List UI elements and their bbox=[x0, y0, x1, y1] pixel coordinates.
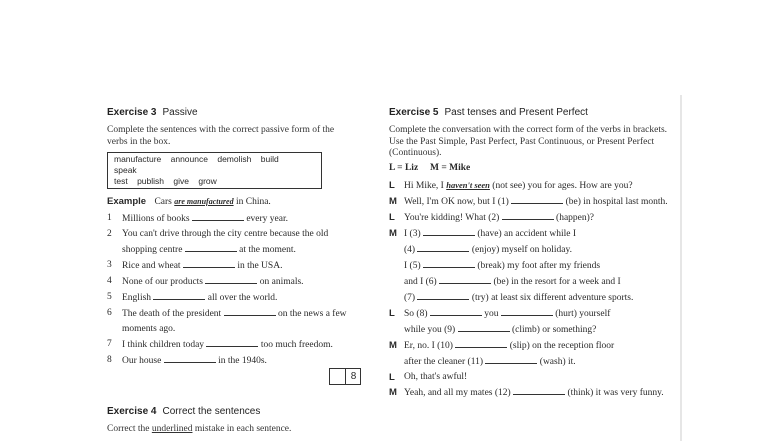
exercise-3-subtitle: Passive bbox=[162, 107, 198, 118]
speaker-label: L bbox=[389, 307, 395, 319]
answer-blank[interactable] bbox=[439, 274, 491, 284]
list-item: 3 Rice and wheat in the USA. bbox=[107, 260, 283, 271]
dialogue-text: after the cleaner (11) (wash) it. bbox=[404, 357, 576, 367]
answer-blank[interactable] bbox=[164, 353, 216, 363]
example-label: Example bbox=[107, 196, 147, 207]
dialogue-text: Oh, that's awful! bbox=[404, 371, 468, 382]
dialogue-line bbox=[389, 210, 674, 226]
word-box-item: give bbox=[173, 176, 189, 186]
dialogue-line bbox=[389, 194, 674, 210]
list-item: 1 Millions of books every year. bbox=[107, 213, 288, 224]
dialogue-text: (4) (enjoy) myself on holiday. bbox=[404, 245, 572, 255]
answer-blank[interactable] bbox=[206, 337, 258, 347]
dialogue-text: You're kidding! What (2) (happen)? bbox=[404, 213, 594, 223]
exercise-4-title: Exercise 4 bbox=[107, 406, 157, 417]
list-item: 4 None of our products on animals. bbox=[107, 276, 304, 287]
exercise-3 bbox=[107, 106, 357, 369]
dialogue-line bbox=[389, 306, 674, 322]
dialogue-line bbox=[389, 370, 674, 385]
exercise-5-instruction: Complete the conversation with the correct form of the verbs in brackets. Use the Past Simple, Past Perfect, Past Continuous, or Present Perfect (Continuous). bbox=[389, 125, 668, 158]
exercise-4 bbox=[107, 405, 357, 436]
exercise-3-title: Exercise 3 bbox=[107, 107, 157, 118]
list-item: 5 English all over the world. bbox=[107, 292, 278, 303]
answer-blank[interactable] bbox=[224, 306, 276, 316]
dialogue-text: So (8) you (hurt) yourself bbox=[404, 309, 610, 319]
exercise-4-heading bbox=[107, 405, 357, 419]
exercise-3-heading bbox=[107, 106, 357, 120]
answer-blank[interactable] bbox=[417, 290, 469, 300]
word-box-item: test bbox=[114, 176, 128, 186]
dialogue-text: while you (9) (climb) or something? bbox=[404, 325, 596, 335]
dialogue-line bbox=[389, 385, 674, 401]
speaker-label: L bbox=[389, 371, 395, 383]
exercise-4-subtitle: Correct the sentences bbox=[162, 406, 261, 417]
exercise-3-instruction: Complete the sentences with the correct passive form of the verbs in the box. bbox=[107, 125, 335, 147]
dialogue-line bbox=[389, 354, 674, 370]
answer-blank[interactable] bbox=[417, 242, 469, 252]
score-total: 8 bbox=[345, 369, 361, 384]
list-item: 8 Our house in the 1940s. bbox=[107, 355, 267, 366]
answer-blank[interactable] bbox=[423, 226, 475, 236]
dialogue-text: Yeah, and all my mates (12) (think) it was very funny. bbox=[404, 388, 664, 398]
dialogue-line bbox=[389, 322, 674, 338]
speaker-label: M bbox=[389, 339, 397, 351]
dialogue-line bbox=[389, 274, 674, 290]
example-pre: Cars bbox=[154, 197, 172, 207]
word-box-item: speak bbox=[114, 165, 137, 175]
dialogue bbox=[389, 178, 674, 401]
word-box bbox=[107, 152, 322, 189]
score-box bbox=[329, 368, 361, 385]
speaker-key: L = Liz M = Mike bbox=[389, 162, 471, 173]
speaker-label: M bbox=[389, 195, 397, 207]
answer-blank[interactable] bbox=[423, 258, 475, 268]
exercise-5 bbox=[389, 106, 674, 401]
speaker-label: L bbox=[389, 179, 395, 191]
dialogue-text: and I (6) (be) in the resort for a week and I bbox=[404, 277, 621, 287]
answer-blank[interactable] bbox=[205, 274, 257, 284]
dialogue-line bbox=[389, 226, 674, 242]
exercise-5-heading bbox=[389, 106, 674, 120]
example-answer: haven't seen bbox=[446, 179, 490, 190]
answer-blank[interactable] bbox=[185, 242, 237, 252]
answer-blank[interactable] bbox=[513, 385, 565, 395]
dialogue-text: (7) (try) at least six different adventure sports. bbox=[404, 293, 633, 303]
word-box-item: publish bbox=[137, 176, 165, 186]
dialogue-line bbox=[389, 242, 674, 258]
dialogue-text: I (5) (break) my foot after my friends bbox=[404, 261, 600, 271]
dialogue-text: Well, I'm OK now, but I (1) (be) in hospital last month. bbox=[404, 197, 668, 207]
word-box-item: build bbox=[260, 154, 279, 164]
answer-blank[interactable] bbox=[153, 290, 205, 300]
dialogue-line bbox=[389, 338, 674, 354]
exercise-5-subtitle: Past tenses and Present Perfect bbox=[444, 107, 588, 118]
answer-blank[interactable] bbox=[192, 211, 244, 221]
exercise-4-instruction: Correct the underlined mistake in each sentence. bbox=[107, 424, 292, 434]
dialogue-text: Hi Mike, I haven't seen (not see) you for ages. How are you? bbox=[404, 179, 633, 191]
answer-blank[interactable] bbox=[485, 354, 537, 364]
dialogue-text: Er, no. I (10) (slip) on the reception floor bbox=[404, 341, 614, 351]
answer-blank[interactable] bbox=[455, 338, 507, 348]
answer-blank[interactable] bbox=[501, 306, 553, 316]
speaker-label: M bbox=[389, 386, 397, 398]
dialogue-text: I (3) (have) an accident while I bbox=[404, 229, 576, 239]
exercise-3-items bbox=[107, 211, 357, 369]
dialogue-line bbox=[389, 290, 674, 306]
word-box-item: announce bbox=[170, 154, 208, 164]
word-box-item: manufacture bbox=[114, 154, 162, 164]
answer-blank[interactable] bbox=[183, 258, 235, 268]
speaker-label: L bbox=[389, 211, 395, 223]
dialogue-line bbox=[389, 258, 674, 274]
example-post: in China. bbox=[235, 197, 271, 207]
word-box-item: grow bbox=[198, 176, 217, 186]
exercise-3-example bbox=[107, 196, 357, 208]
word-box-item: demolish bbox=[217, 154, 252, 164]
answer-blank[interactable] bbox=[430, 306, 482, 316]
example-answer: are manufactured bbox=[174, 197, 234, 206]
answer-blank[interactable] bbox=[511, 194, 563, 204]
page-edge-divider bbox=[680, 95, 682, 441]
speaker-label: M bbox=[389, 227, 397, 239]
list-item: 6 The death of the president on the news a few moments ago. bbox=[107, 308, 347, 334]
answer-blank[interactable] bbox=[502, 210, 554, 220]
list-item: 2 You can't drive through the city centre because the old shopping centre at the moment. bbox=[107, 229, 329, 255]
list-item: 7 I think children today too much freedom. bbox=[107, 339, 333, 350]
exercise-5-title: Exercise 5 bbox=[389, 107, 439, 118]
dialogue-line bbox=[389, 178, 674, 194]
answer-blank[interactable] bbox=[458, 322, 510, 332]
